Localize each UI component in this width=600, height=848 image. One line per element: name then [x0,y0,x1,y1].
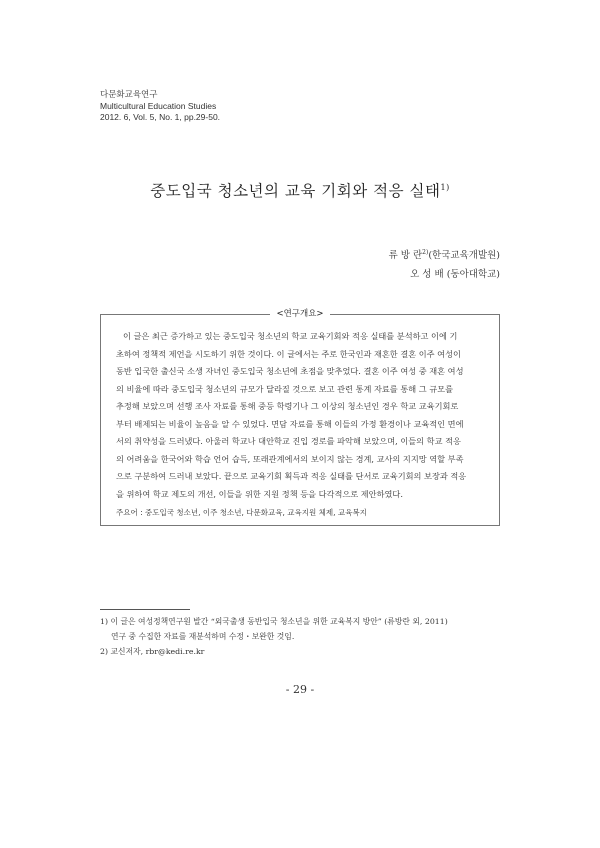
paper-title [0,179,600,201]
page-number: - 29 - [285,683,315,696]
abstract-line: 초하여 정책적 제언을 시도하기 위한 것이다. 이 글에서는 주로 한국인과 재혼한 결혼 이주 여성이 [116,348,461,359]
footnote-mark: 2) [100,647,109,656]
keywords-label: 주요어 : [116,508,143,517]
abstract-line: 을 위하여 학교 제도의 개선, 이들을 위한 지원 정책 등을 다각적으로 제안하였다. [116,488,403,499]
author-name: 오 성 배 [410,269,444,281]
author-entry [389,243,500,265]
abstract-heading: <연구개요> [101,308,499,321]
author-footnote-mark: 2) [422,249,429,256]
journal-citation: 2012. 6, Vol. 5, No. 1, pp.29-50. [100,112,221,122]
abstract-line: 동반 입국한 출신국 소생 자녀인 중도입국 청소년에 초점을 맞추었다. 결혼 이주 여성 중 재혼 여성 [116,366,464,376]
keywords-list: 중도입국 청소년, 이주 청소년, 다문화교육, 교육지원 체제, 교육복지 [145,508,367,517]
footnote-mark: 1) [100,617,109,626]
abstract-body [116,328,485,503]
footnote [100,614,520,629]
author-name: 류 방 란 [388,250,423,262]
abstract-box [100,309,500,526]
abstract-line: 부터 배제되는 비율이 높음을 알 수 있었다. 면담 자료를 통해 이들의 가정 환경이나 교육적인 면에 [116,418,464,429]
author-affiliation: (한국교육개발원) [428,250,500,262]
paper-title-text: 중도입국 청소년의 교육 기회와 적응 실태 [150,182,441,200]
footnotes [100,614,520,659]
footnote-divider [100,609,190,610]
abstract-line: 이 글은 최근 증가하고 있는 중도입국 청소년의 학교 교육기회와 적응 실태를 분석하고 이에 기 [123,331,458,341]
author-list [389,243,500,284]
footnote [100,644,520,659]
footnote-continuation: 연구 중 수집한 자료를 재분석하며 수정・보완한 것임. [111,632,295,641]
journal-header [100,89,220,124]
keywords [116,507,367,518]
journal-name-english: Multicultural Education Studies [100,100,217,111]
abstract-line: 의 어려움을 한국어와 학습 언어 습득, 또래관계에서의 보이지 않는 경계, 교사의 지지망 역할 부족 [116,453,464,464]
author-affiliation: (동아대학교) [446,269,500,281]
abstract-line: 추정해 보았으며 선행 조사 자료를 통해 중등 학령기나 그 이상의 청소년인 경우 학교 교육기회로 [116,401,459,411]
title-footnote-mark: 1) [440,182,450,192]
abstract-line: 의 비율에 따라 중도입국 청소년의 규모가 달라질 것으로 보고 관련 통계 자료를 통해 그 규모를 [116,383,453,394]
author-entry [389,265,500,284]
footnote-text: 이 글은 여성정책연구원 발간 “외국출생 동반입국 청소년을 위한 교육복지 방안” (류방란 외, 2011) [110,617,448,626]
footnote-text: 교신저자, rbr@kedi.re.kr [110,647,205,656]
abstract-line: 으로 구분하여 드러내 보았다. 끝으로 교육기회 획득과 적응 실태를 단서로 교육기회의 보장과 적응 [116,471,467,481]
journal-name-korean: 다문화교육연구 [100,89,158,99]
abstract-line: 서의 취약성을 드러냈다. 아울러 학교나 대안학교 진입 경로를 파악해 보았으며, 이들의 학교 적응 [116,436,461,446]
